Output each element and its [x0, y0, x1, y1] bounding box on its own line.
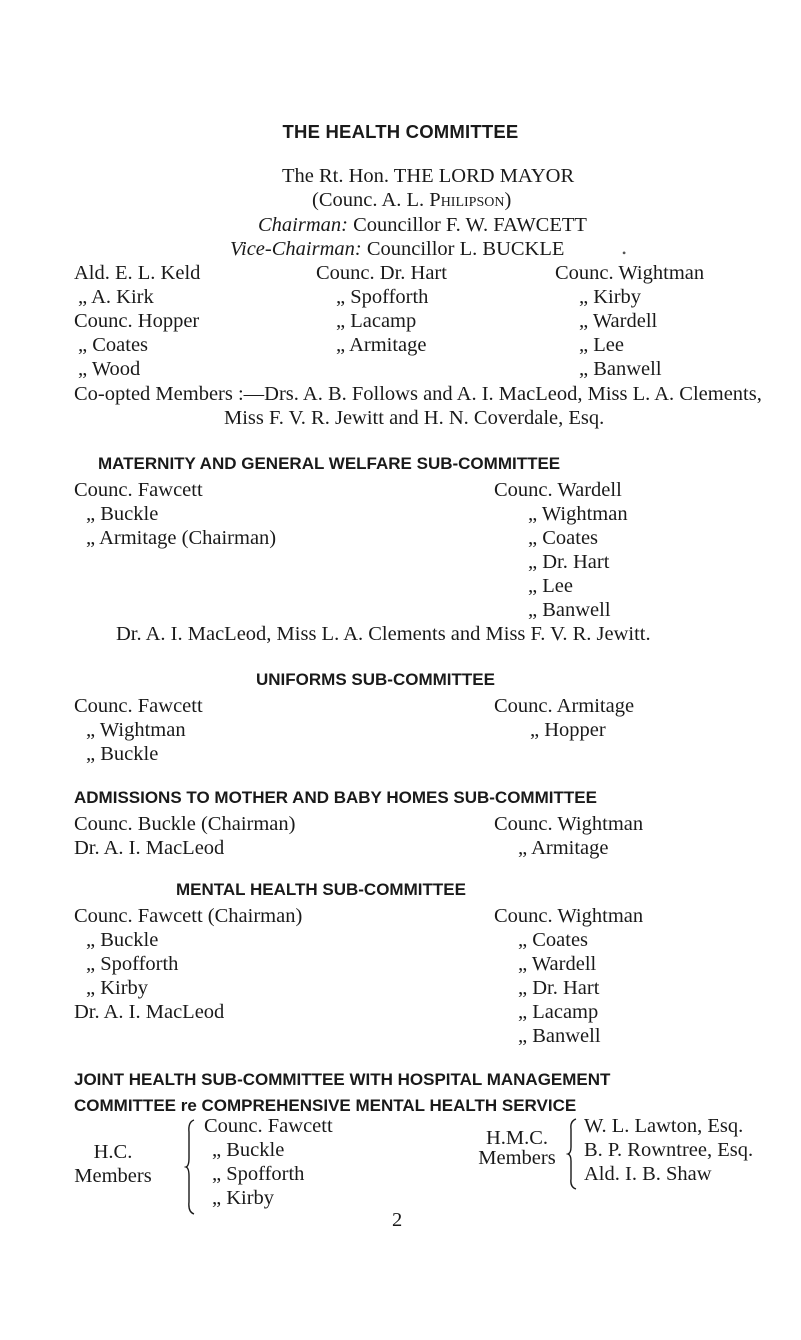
member: Counc. Fawcett (Chairman) [74, 905, 303, 927]
uniforms-title: UNIFORMS SUB-COMMITTEE [256, 670, 495, 689]
member: „ Wightman [86, 719, 186, 741]
page-title: THE HEALTH COMMITTEE [282, 121, 519, 142]
admissions-right [494, 812, 643, 860]
member: Counc. Dr. Hart [316, 262, 447, 284]
mental-health-right [494, 904, 643, 1048]
hc-label-line2: Members [74, 1165, 152, 1187]
member: „ Coates [78, 334, 149, 356]
maternity-title: MATERNITY AND GENERAL WELFARE SUB-COMMITTEE [98, 454, 561, 473]
member: „ Coates [518, 929, 589, 951]
member: Counc. Fawcett [74, 479, 203, 501]
hmc-label-line2: Members [478, 1147, 556, 1169]
member: Counc. Armitage [494, 695, 635, 717]
member: „ Banwell [528, 599, 611, 621]
hmc-members [584, 1114, 753, 1186]
hc-brace [184, 1118, 198, 1216]
member: B. P. Rowntree, Esq. [584, 1139, 754, 1161]
admissions-title: ADMISSIONS TO MOTHER AND BABY HOMES SUB-COMMITTEE [74, 788, 597, 807]
member: Ald. E. L. Keld [74, 262, 201, 284]
joint-title-line1: JOINT HEALTH SUB-COMMITTEE WITH HOSPITAL MANAGEMENT [74, 1070, 611, 1089]
member: „ Armitage (Chairman) [86, 527, 277, 549]
member: „ Buckle [86, 503, 159, 525]
hc-members-col1 [74, 261, 200, 381]
member: „ Buckle [86, 743, 159, 765]
joint-title-line2: COMMITTEE re COMPREHENSIVE MENTAL HEALTH SERVICE [74, 1096, 577, 1115]
member: „ Kirby [212, 1187, 275, 1209]
vice-chairman-line: Vice-Chairman: Councillor L. BUCKLE [230, 238, 565, 260]
member: Counc. Fawcett [204, 1115, 333, 1137]
member: Counc. Buckle (Chairman) [74, 813, 296, 835]
member: „ Armitage [518, 837, 609, 859]
member: „ Wood [78, 358, 141, 380]
lord-mayor-line: The Rt. Hon. THE LORD MAYOR [282, 165, 575, 187]
member: „ Wightman [528, 503, 628, 525]
page-number: 2 [392, 1209, 403, 1231]
member: „ Coates [528, 527, 599, 549]
uniforms-left [74, 694, 203, 766]
member: „ Lee [528, 575, 573, 597]
member: Dr. A. I. MacLeod [74, 1001, 225, 1023]
member: „ Dr. Hart [518, 977, 600, 999]
member: Counc. Wightman [494, 813, 644, 835]
mental-health-title: MENTAL HEALTH SUB-COMMITTEE [176, 880, 466, 899]
member: „ Dr. Hart [528, 551, 610, 573]
mental-health-left [74, 904, 302, 1024]
member: „ Lacamp [336, 310, 417, 332]
lord-mayor-name-line: (Counc. A. L. Philipson) [312, 189, 512, 211]
maternity-right [494, 478, 628, 622]
stray-mark: • [622, 246, 627, 260]
member: „ Lee [579, 334, 624, 356]
member: Counc. Wightman [494, 905, 644, 927]
member: „ Spofforth [212, 1163, 305, 1185]
member: „ Hopper [530, 719, 606, 741]
member: „ Spofforth [336, 286, 429, 308]
hmc-label [478, 1128, 556, 1168]
member: „ Wardell [518, 953, 597, 975]
member: „ Lacamp [518, 1001, 599, 1023]
co-opted-line1: Co-opted Members :—Drs. A. B. Follows and A. I. MacLeod, Miss L. A. Clements, [74, 383, 762, 405]
admissions-left [74, 812, 295, 860]
member: Ald. I. B. Shaw [584, 1163, 712, 1185]
hc-members-col2 [316, 261, 447, 357]
hc-members-col3 [555, 261, 704, 381]
member: Dr. A. I. MacLeod [74, 837, 225, 859]
member: W. L. Lawton, Esq. [584, 1115, 744, 1137]
member: „ Banwell [518, 1025, 601, 1047]
member: Counc. Wardell [494, 479, 622, 501]
hc-members [204, 1114, 333, 1210]
hmc-label-line1: H.M.C. [485, 1127, 549, 1149]
member: „ Armitage [336, 334, 427, 356]
hc-label-line1: H.C. [93, 1141, 133, 1163]
hmc-brace [566, 1117, 580, 1191]
member: „ Wardell [579, 310, 658, 332]
member: „ Buckle [86, 929, 159, 951]
member: „ Buckle [212, 1139, 285, 1161]
member: „ Kirby [579, 286, 642, 308]
co-opted-line2: Miss F. V. R. Jewitt and H. N. Coverdale, Esq. [224, 407, 605, 429]
member: Counc. Hopper [74, 310, 200, 332]
member: „ Banwell [579, 358, 662, 380]
uniforms-right [494, 694, 634, 742]
maternity-footer: Dr. A. I. MacLeod, Miss L. A. Clements and Miss F. V. R. Jewitt. [116, 623, 651, 645]
member: „ A. Kirk [78, 286, 154, 308]
member: Counc. Fawcett [74, 695, 203, 717]
hc-label [74, 1140, 152, 1188]
member: „ Spofforth [86, 953, 179, 975]
chairman-line: Chairman: Councillor F. W. FAWCETT [258, 214, 587, 236]
maternity-left [74, 478, 276, 550]
member: Counc. Wightman [555, 262, 705, 284]
member: „ Kirby [86, 977, 149, 999]
